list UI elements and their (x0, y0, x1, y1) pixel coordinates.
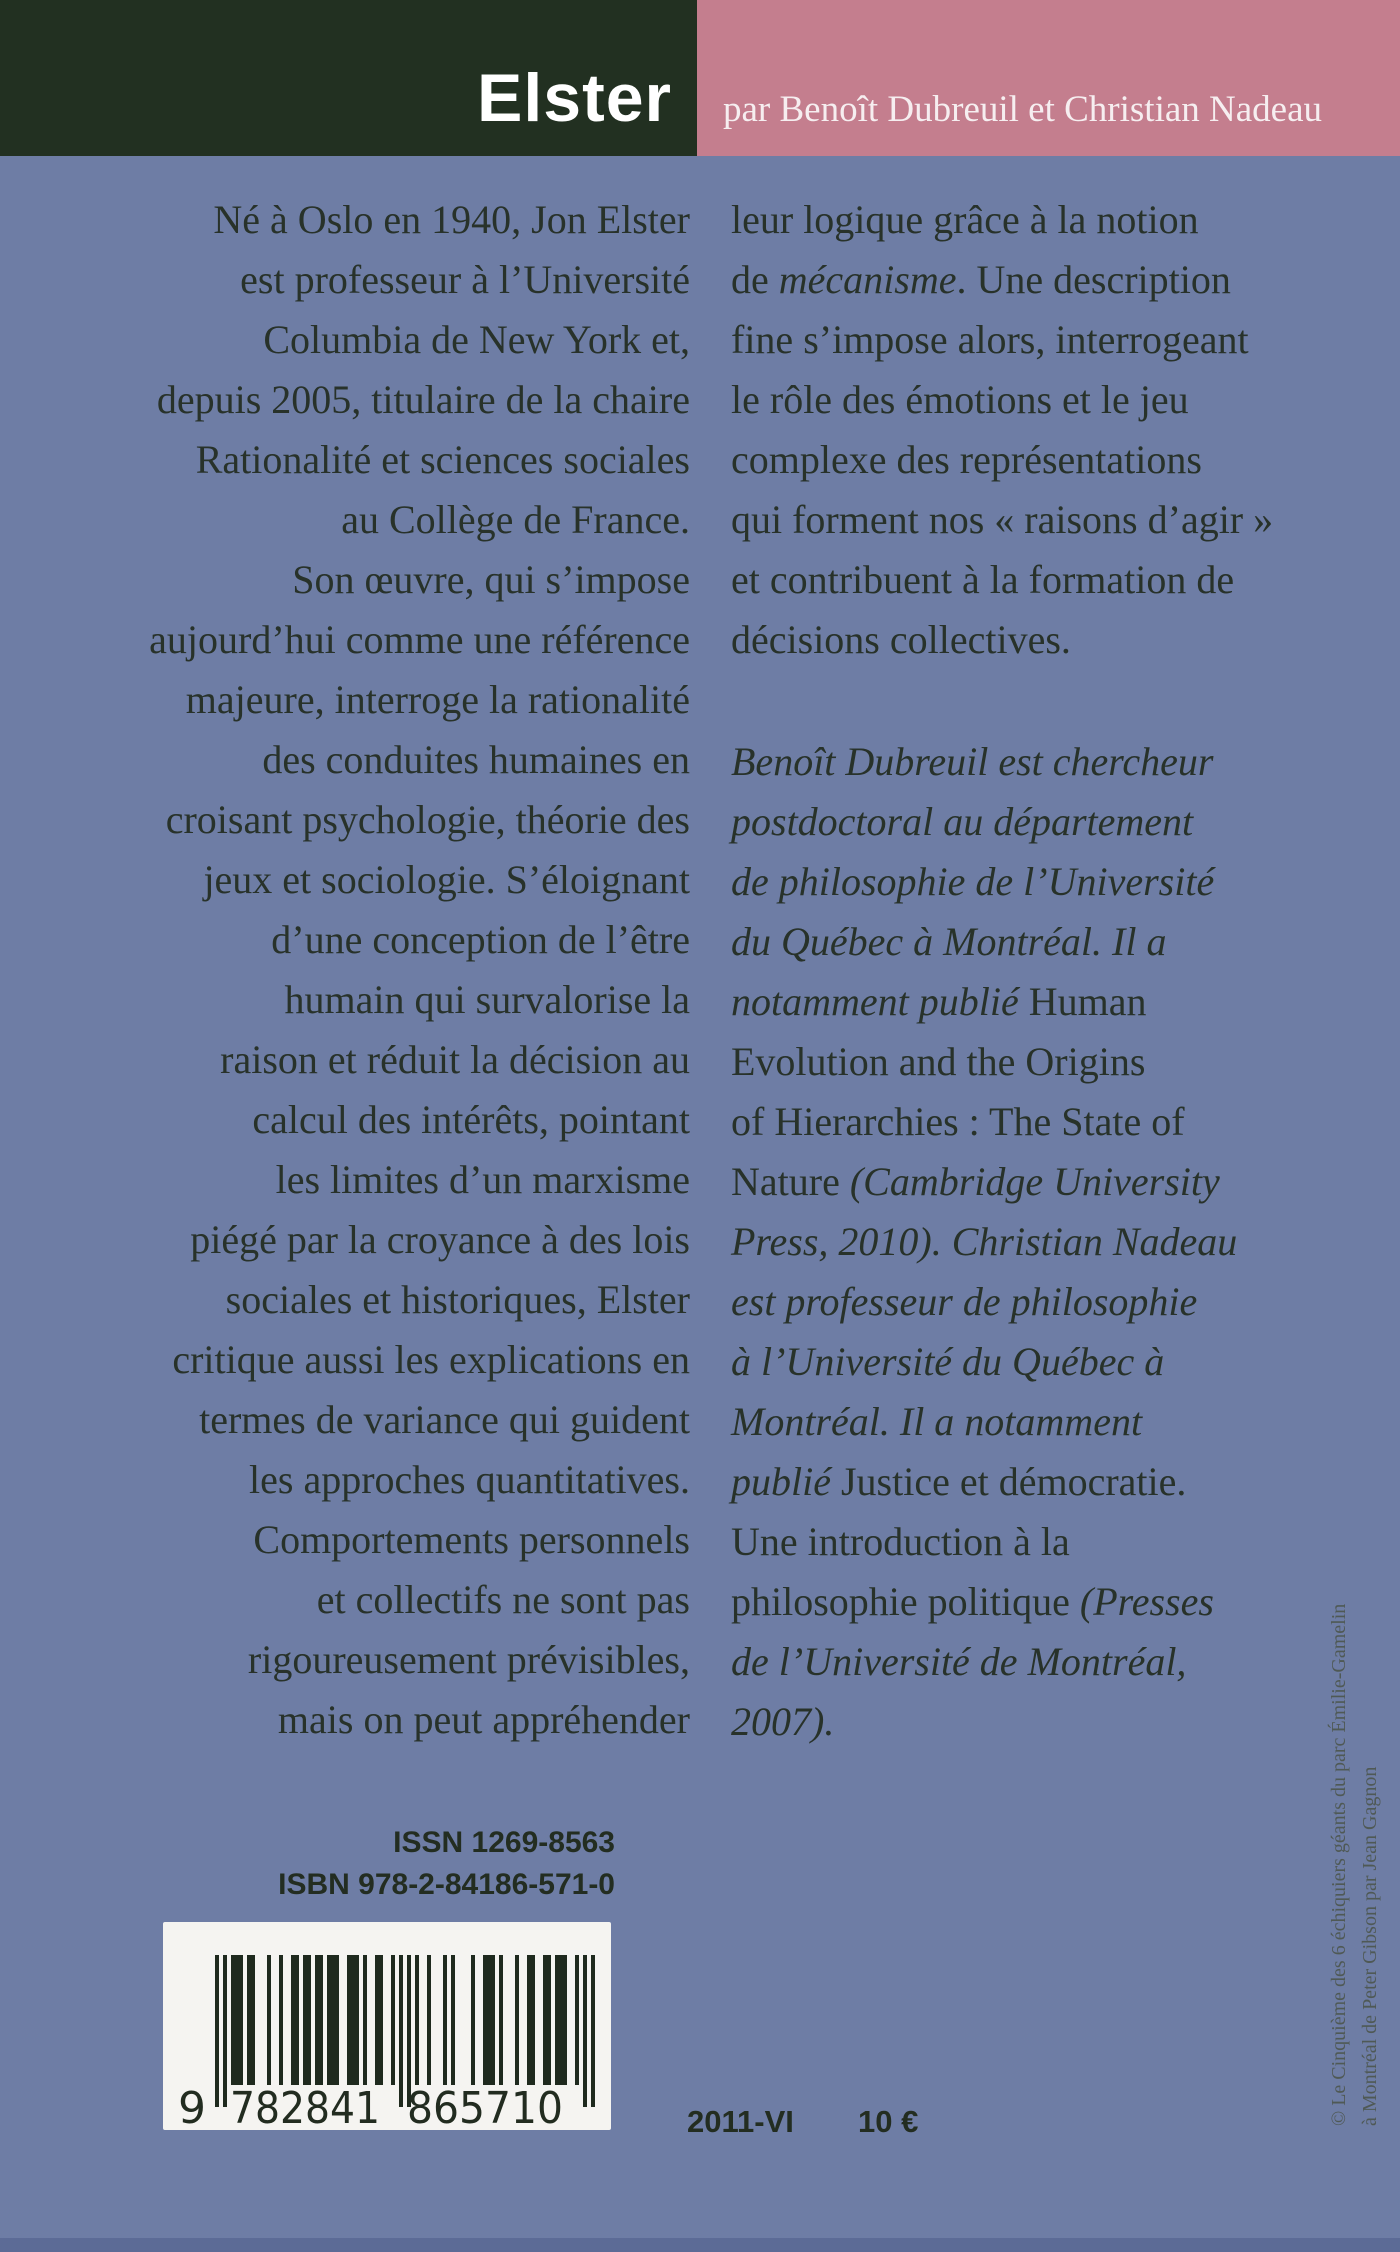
text-line: raison et réduit la décision au (220, 1037, 690, 1082)
text-line: Benoît Dubreuil est chercheur (731, 739, 1214, 784)
svg-text:782841: 782841 (230, 2083, 380, 2130)
text-line: publié Justice et démocratie. (731, 1459, 1187, 1504)
text-line: et collectifs ne sont pas (316, 1577, 690, 1622)
left-text-column (20, 190, 690, 1750)
text-line: termes de variance qui guident (199, 1397, 690, 1442)
paragraph-description (731, 190, 1331, 670)
text-line: Press, 2010). Christian Nadeau (731, 1219, 1238, 1264)
text-line: le rôle des émotions et le jeu (731, 377, 1189, 422)
text-line: Né à Oslo en 1940, Jon Elster (213, 197, 690, 242)
text-line: humain qui survalorise la (284, 977, 690, 1022)
text-line: de philosophie de l’Université (731, 859, 1215, 904)
header-band-dark (0, 0, 697, 156)
svg-text:865710: 865710 (407, 2083, 563, 2130)
photo-credit-line2: à Montréal de Peter Gibson par Jean Gagnon (1359, 1766, 1381, 2126)
text-line: du Québec à Montréal. Il a (731, 919, 1167, 964)
authors-byline: par Benoît Dubreuil et Christian Nadeau (723, 89, 1323, 130)
text-line: est professeur à l’Université (240, 257, 690, 302)
text-line: Comportements personnels (253, 1517, 690, 1562)
text-line: majeure, interroge la rationalité (185, 677, 690, 722)
text-line: qui forment nos « raisons d’agir » (731, 497, 1274, 542)
publication-codes (220, 1822, 615, 1906)
text-line: complexe des représentations (731, 437, 1202, 482)
text-line: jeux et sociologie. S’éloignant (203, 857, 690, 902)
isbn-number: ISBN 978-2-84186-571-0 (278, 1868, 615, 1901)
text-line: philosophie politique (Presses (731, 1579, 1214, 1624)
text-line: Son œuvre, qui s’impose (292, 557, 690, 602)
bottom-edge-strip (0, 2238, 1400, 2252)
text-line: notamment publié Human (731, 979, 1147, 1024)
text-line: les limites d’un marxisme (275, 1157, 690, 1202)
text-line: mais on peut appréhender (277, 1697, 690, 1742)
text-line: leur logique grâce à la notion (731, 197, 1199, 242)
text-line: des conduites humaines en (262, 737, 690, 782)
right-text-column (731, 190, 1331, 1752)
text-line: au Collège de France. (341, 497, 690, 542)
text-line: est professeur de philosophie (731, 1279, 1198, 1324)
photo-credit-line1: © Le Cinquième des 6 échiquiers géants du parc Émilie-Gamelin (1328, 1603, 1350, 2126)
text-line: décisions collectives. (731, 617, 1071, 662)
book-title: Elster (477, 60, 672, 136)
issn-number: ISSN 1269-8563 (393, 1826, 615, 1859)
header-band-pink (697, 0, 1400, 156)
text-line: de mécanisme. Une description (731, 257, 1231, 302)
text-line: piégé par la croyance à des lois (190, 1217, 690, 1262)
svg-text:9: 9 (178, 2083, 206, 2130)
text-line: Rationalité et sciences sociales (195, 437, 690, 482)
text-line: Montréal. Il a notamment (731, 1399, 1143, 1444)
text-line: aujourd’hui comme une référence (149, 617, 690, 662)
text-line: Nature (Cambridge University (731, 1159, 1220, 1204)
edition-code: 2011-VI (687, 2104, 794, 2139)
text-line: depuis 2005, titulaire de la chaire (156, 377, 690, 422)
text-line: d’une conception de l’être (271, 917, 690, 962)
text-line: critique aussi les explications en (172, 1337, 690, 1382)
text-line: calcul des intérêts, pointant (252, 1097, 690, 1142)
paragraph-authors-bio (731, 732, 1331, 1752)
text-line: de l’Université de Montréal, (731, 1639, 1187, 1684)
text-line: les approches quantitatives. (249, 1457, 690, 1502)
text-line: croisant psychologie, théorie des (165, 797, 690, 842)
text-line: postdoctoral au département (731, 799, 1194, 844)
barcode (163, 1922, 611, 2130)
text-line: Columbia de New York et, (263, 317, 690, 362)
text-line: 2007). (731, 1699, 835, 1744)
barcode-bars (163, 1922, 611, 2135)
text-line: à l’Université du Québec à (731, 1339, 1165, 1384)
text-line: rigoureusement prévisibles, (247, 1637, 690, 1682)
photo-credit (1324, 1581, 1386, 2126)
text-line: et contribuent à la formation de (731, 557, 1235, 602)
text-line: Une introduction à la (731, 1519, 1070, 1564)
text-line: of Hierarchies : The State of (731, 1099, 1185, 1144)
text-line: Evolution and the Origins (731, 1039, 1146, 1084)
text-line: sociales et historiques, Elster (225, 1277, 690, 1322)
price-label: 10 € (858, 2104, 919, 2139)
text-line: fine s’impose alors, interrogeant (731, 317, 1249, 362)
